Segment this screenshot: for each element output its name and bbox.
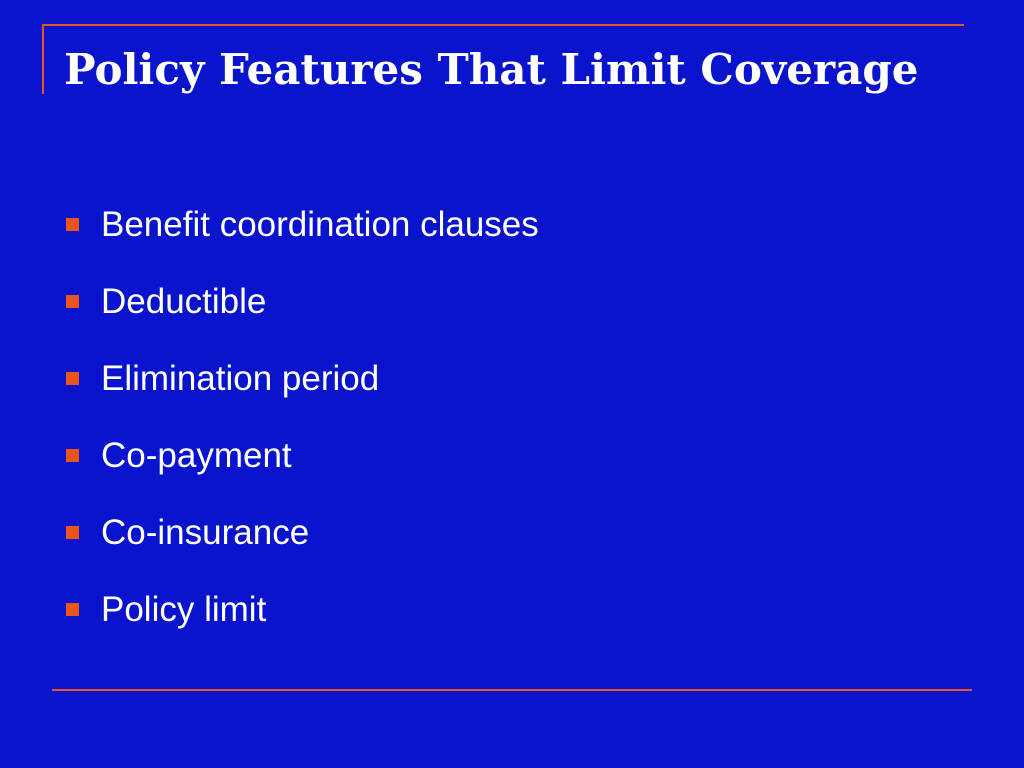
square-bullet-icon [66,449,79,462]
bullet-text: Co-insurance [101,512,310,552]
bullet-text: Co-payment [101,435,292,475]
square-bullet-icon [66,372,79,385]
bullet-item [66,494,539,571]
bullet-text: Policy limit [101,589,267,629]
left-accent-rule [42,24,44,94]
square-bullet-icon [66,218,79,231]
square-bullet-icon [66,526,79,539]
bullet-text: Deductible [101,281,267,321]
bottom-accent-rule [52,689,972,691]
bullet-text: Elimination period [101,358,380,398]
bullet-item [66,571,539,648]
bullet-item [66,263,539,340]
bullet-item [66,417,539,494]
bullet-text: Benefit coordination clauses [101,204,539,244]
bullet-item [66,186,539,263]
square-bullet-icon [66,603,79,616]
slide-title: Policy Features That Limit Coverage [64,45,919,94]
square-bullet-icon [66,295,79,308]
top-accent-rule [42,24,964,26]
bullet-item [66,340,539,417]
bullet-list [66,186,539,648]
